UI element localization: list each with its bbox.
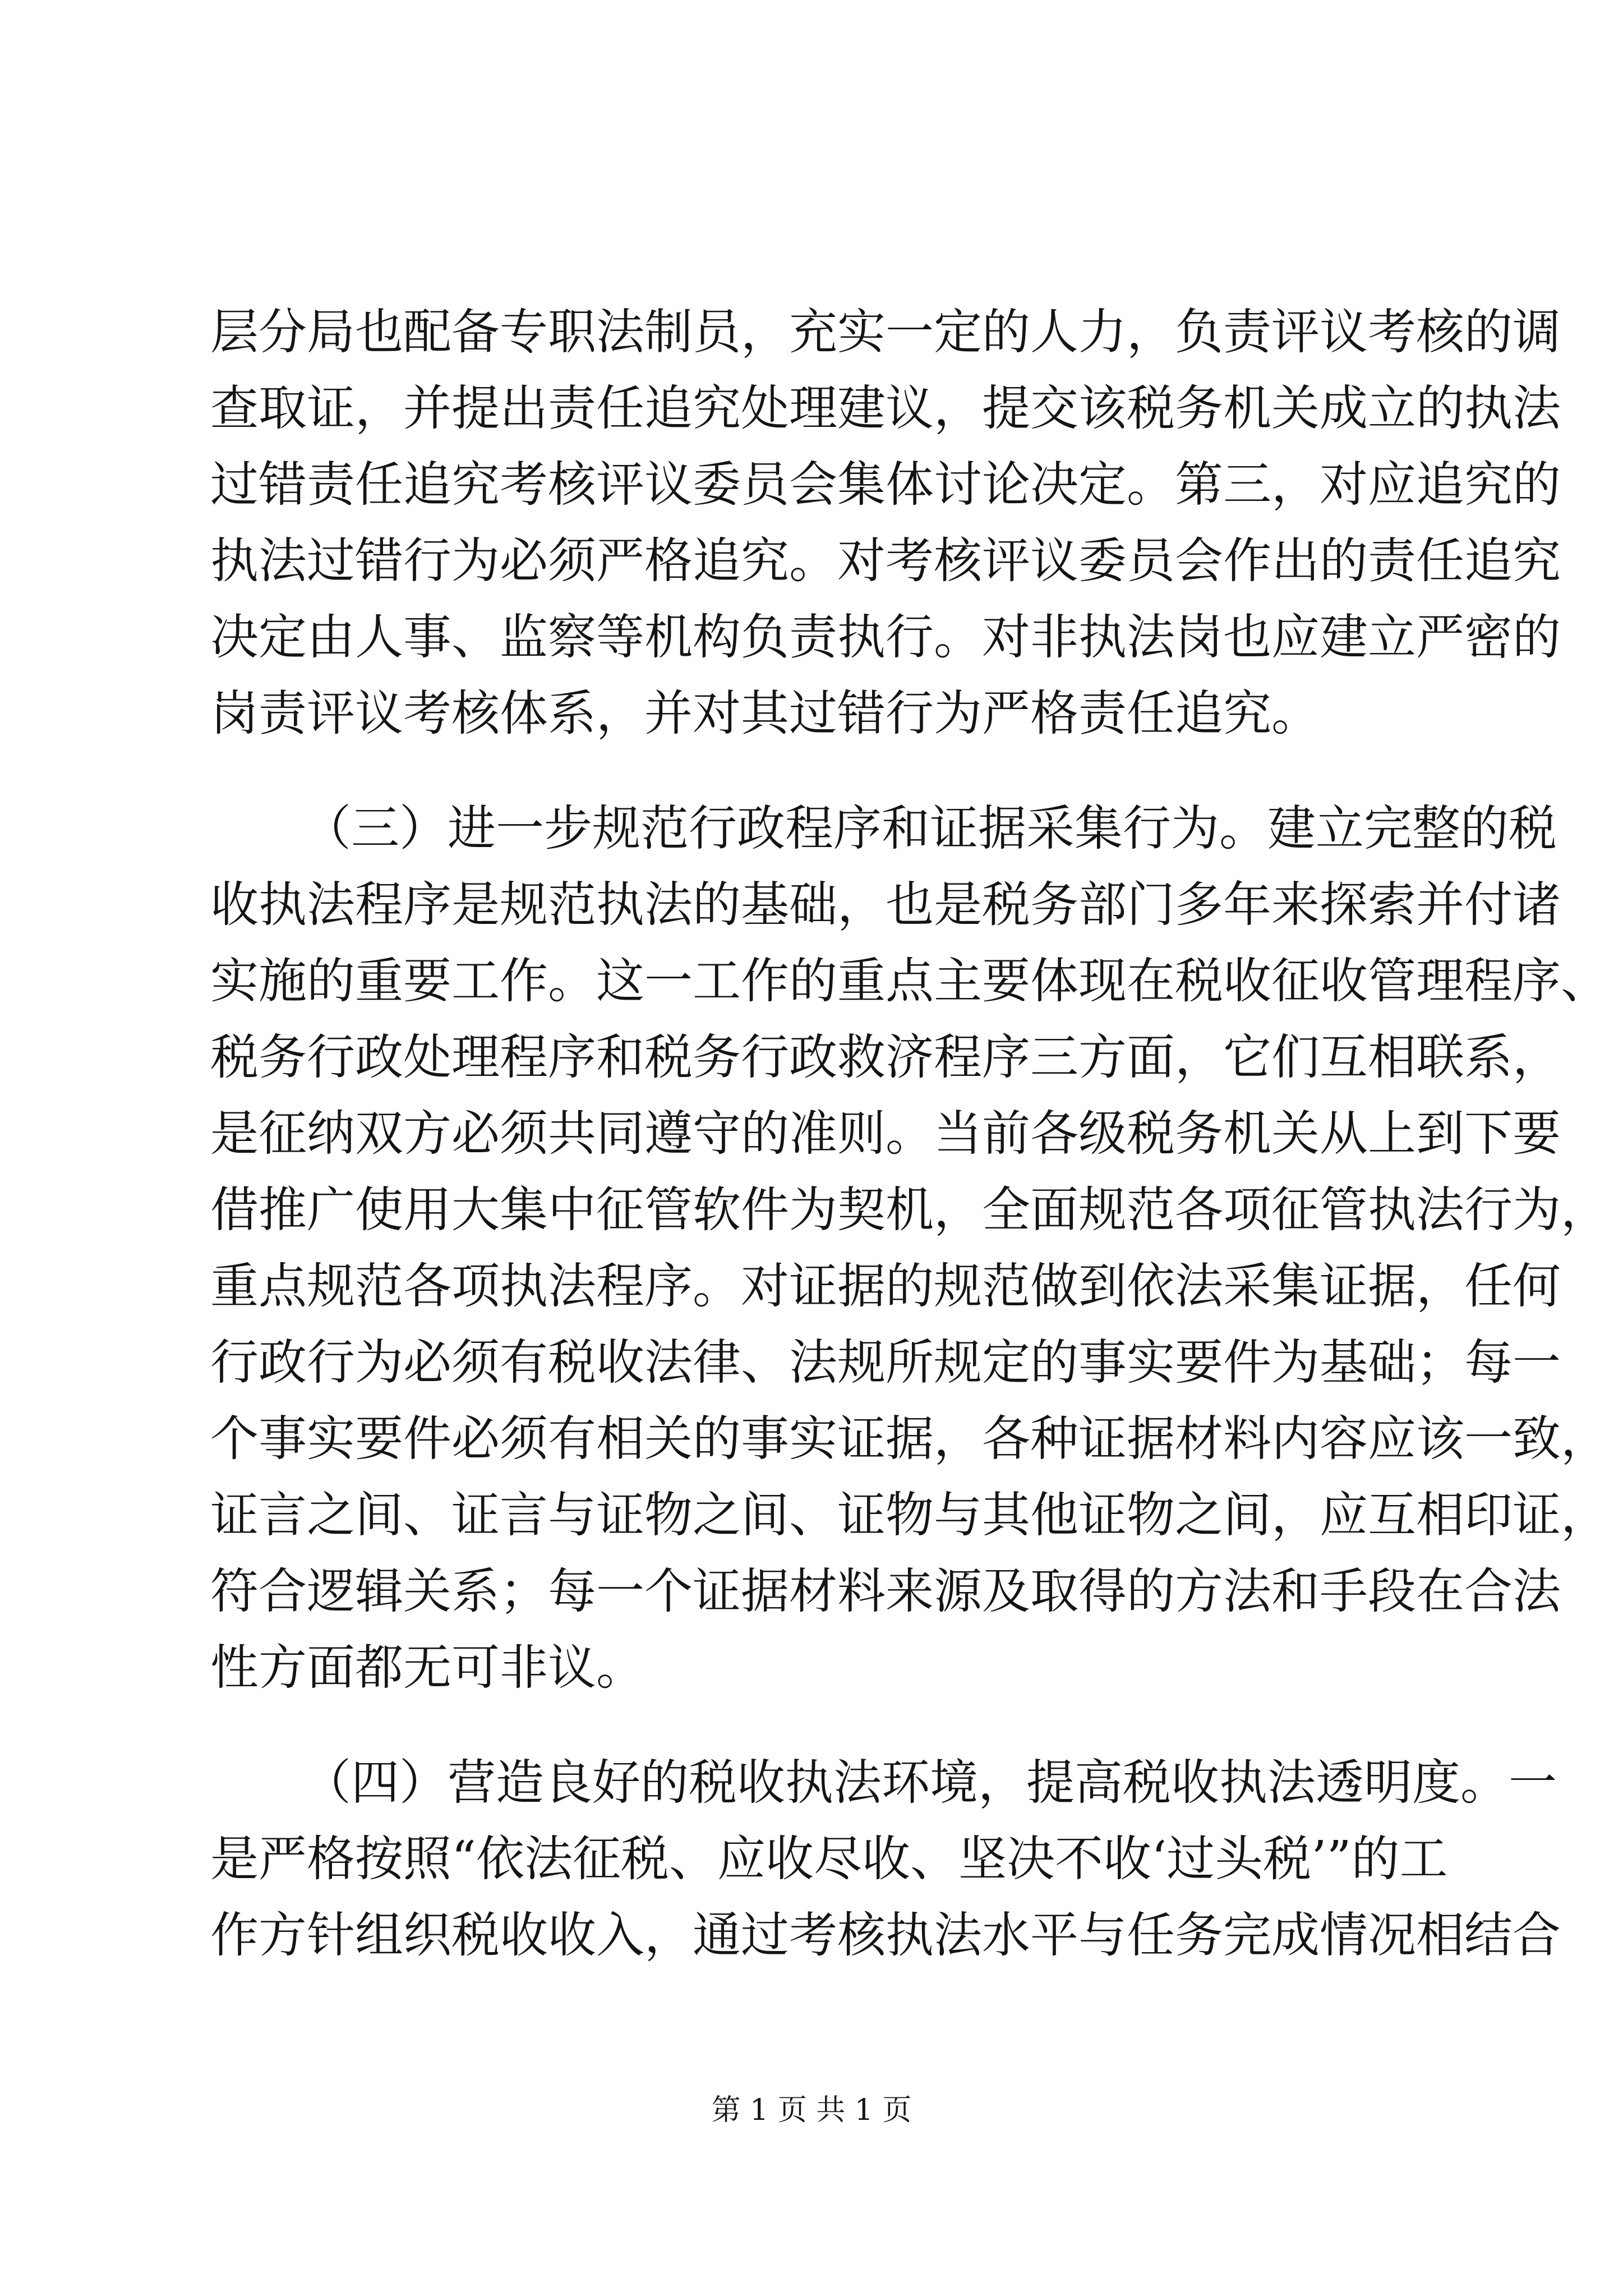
text-line: 岗责评议考核体系，并对其过错行为严格责任追究。 [210, 685, 1320, 742]
paragraph-heading-three: （三）进一步规范行政程序和证据采集行为。建立完整的税 [303, 800, 1557, 857]
text-line: 作方针组织税收收入，通过考核执法水平与任务完成情况相结合 [210, 1907, 1561, 1963]
text-line: 实施的重要工作。这一工作的重点主要体现在税收征收管理程序、 [210, 953, 1609, 1009]
paragraph-heading-four: （四）营造良好的税收执法环境，提高税收执法透明度。一 [303, 1755, 1557, 1811]
text-line: 重点规范各项执法程序。对证据的规范做到依法采集证据，任何 [210, 1258, 1561, 1314]
text-line: 证言之间、证言与证物之间、证物与其他证物之间，应互相印证， [210, 1487, 1609, 1543]
text-line: 税务行政处理程序和税务行政救济程序三方面，它们互相联系， [210, 1029, 1561, 1085]
text-line: 符合逻辑关系；每一个证据材料来源及取得的方法和手段在合法 [210, 1563, 1561, 1619]
text-line: 性方面都无可非议。 [210, 1640, 644, 1696]
text-line: 收执法程序是规范执法的基础，也是税务部门多年来探索并付诸 [210, 877, 1561, 933]
text-line: 行政行为必须有税收法律、法规所规定的事实要件为基础；每一 [210, 1335, 1561, 1391]
text-line: 层分局也配备专职法制员，充实一定的人力，负责评议考核的调 [210, 304, 1561, 360]
text-line: 借推广使用大集中征管软件为契机，全面规范各项征管执法行为， [210, 1182, 1609, 1238]
text-line: 查取证，并提出责任追究处理建议，提交该税务机关成立的执法 [210, 380, 1561, 436]
text-line: 过错责任追究考核评议委员会集体讨论决定。第三，对应追究的 [210, 457, 1561, 513]
text-line: 是严格按照“依法征税、应收尽收、坚决不收‘过头税’”的工 [210, 1831, 1448, 1887]
page-number-footer: 第 1 页 共 1 页 [711, 2093, 912, 2127]
text-line: 是征纳双方必须共同遵守的准则。当前各级税务机关从上到下要 [210, 1106, 1561, 1162]
text-line: 个事实要件必须有相关的事实证据，各种证据材料内容应该一致， [210, 1411, 1609, 1467]
text-line: 决定由人事、监察等机构负责执行。对非执法岗也应建立严密的 [210, 609, 1561, 665]
text-line: 执法过错行为必须严格追究。对考核评议委员会作出的责任追究 [210, 533, 1561, 589]
